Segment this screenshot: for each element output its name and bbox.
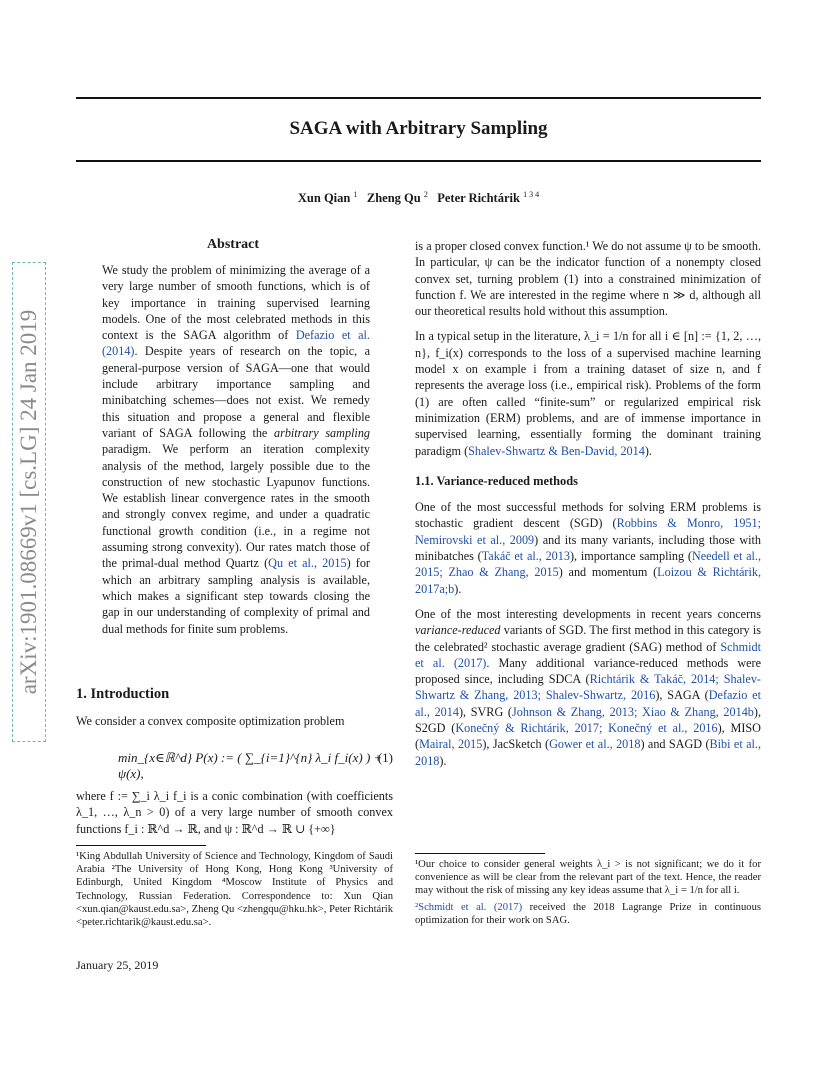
paragraph xyxy=(415,606,761,769)
author-name: Zheng Qu xyxy=(366,191,421,206)
citation-link[interactable]: Richtárik & Takáč, 2014; Shalev-Shwartz & Zhang, 2013; Shalev-Shwartz, 2016 xyxy=(415,672,761,703)
text-run: ), importance sampling ( xyxy=(569,549,692,564)
abstract-body xyxy=(102,262,370,637)
text-run: One of the most successful methods for solving ERM problems is stochastic gradient descent (SGD) ( xyxy=(415,500,761,531)
text-run: ), MISO ( xyxy=(415,721,761,752)
equation-number: (1) xyxy=(377,750,393,765)
date: January 25, 2019 xyxy=(76,958,159,972)
paragraph xyxy=(415,499,761,597)
text-run: We study the problem of minimizing the average of a very large number of smooth functions, which is of key importance in training supervised learning models. One of the most celebrated methods in this context is the SAGA algorithm of xyxy=(102,263,370,343)
footnote-text: ¹Our choice to consider general weights λ_i > is not significant; we do it for convenience as will be clear from the relevant part of the text. Hence, the reader may without the risk of missing any key ideas assume that λ_i = 1/n for all i. xyxy=(415,859,761,897)
citation-link[interactable]: Schmidt et al. (2017) xyxy=(415,639,761,670)
citation-link[interactable]: Needell et al., 2015; Zhao & Zhang, 2015 xyxy=(415,549,761,580)
text-run: ). xyxy=(644,443,652,458)
citation-link[interactable]: Bibi et al., 2018 xyxy=(415,737,762,768)
text-run: ), JacSketch ( xyxy=(482,737,550,752)
abstract-text xyxy=(102,262,370,637)
abstract-heading: Abstract xyxy=(206,237,260,252)
citation-link[interactable]: Johnson & Zhang, 2013; Xiao & Zhang, 2014b xyxy=(511,704,754,719)
right-column xyxy=(415,238,761,778)
text-run: . Many additional variance-reduced methods were proposed since, including SDCA ( xyxy=(415,655,761,687)
text-run: ) and its many variants, including those with minibatches ( xyxy=(415,532,761,564)
right-footnotes xyxy=(415,858,761,930)
affiliation-footnote xyxy=(76,850,393,932)
text-run: ) and SAGD ( xyxy=(640,737,710,752)
author-affiliation: 1 xyxy=(353,190,358,199)
footnote-rule xyxy=(76,845,206,846)
text-run: received the 2018 Lagrange Prize in continuous optimization for their work on SAG. xyxy=(415,901,761,926)
citation-link[interactable]: Takáč et al., 2013 xyxy=(481,549,570,564)
paragraph: is a proper closed convex function.¹ We do not assume ψ to be smooth. In particular, ψ can be the indicator function of a nonempty closed convex set, turning problem (1) into a constrained minimization of function f. We are interested in the regime where n ≫ d, although all our theoretical results hold without this assumption. xyxy=(415,239,761,319)
citation-link[interactable]: Konečný & Richtárik, 2017; Konečný et al., 2016 xyxy=(455,721,718,736)
title-rule xyxy=(76,160,761,162)
text-run: In a typical setup in the literature, λ_i = 1/n for all i ∈ [n] := {1, 2, …, n}, f_i(x) corresponds to the loss of a supervised machine learning model x on example i from a training dataset of size n, and f represents the average loss (i.e., empirical risk). Problems of the form (1) are often called “finite-sum” or regularized empirical risk minimization (ERM) problems, and are of immense importance in supervised learning, essentially forming the dominant training paradigm ( xyxy=(415,329,761,458)
text-run: ) for which an arbitrary sampling analysis is available, which makes a significant step towards closing the gap in our understanding of complexity of primal and dual methods for finite sum problems. xyxy=(102,556,370,636)
top-rule xyxy=(76,97,761,99)
emphasis: variance-reduced xyxy=(415,623,501,638)
text-run: One of the most interesting developments in recent years concerns xyxy=(415,606,761,621)
text-run: ), SVRG ( xyxy=(458,704,512,719)
text-run: ). xyxy=(439,753,447,768)
text-run: ), S2GD ( xyxy=(415,704,762,736)
text-run: paradigm. We perform an iteration complexity analysis of the method, largely possible due to the construction of new stochastic Lyapunov functions. We establish linear convergence rates in the smooth and strongly convex regime, and under a quadratic functional growth condition (i.e., in a regime not assuming strong convexity). Our rates match those of the primal-dual method Quartz ( xyxy=(102,442,370,571)
text-run: ). xyxy=(454,581,462,596)
citation-link[interactable]: Shalev-Shwartz & Ben-David, 2014 xyxy=(468,443,645,458)
footnote-text xyxy=(415,901,761,927)
paragraph xyxy=(415,328,761,458)
author-affiliation: 2 xyxy=(423,190,428,199)
citation-link[interactable]: Robbins & Monro, 1951; Nemirovski et al., 2009 xyxy=(415,516,762,547)
arxiv-identifier: arXiv:1901.08669v1 [cs.LG] 24 Jan 2019 xyxy=(16,309,41,695)
citation-link[interactable]: ²Schmidt et al. (2017) xyxy=(415,901,523,913)
intro-paragraph xyxy=(76,713,393,738)
author-affiliation: 1 3 4 xyxy=(523,190,540,199)
citation-link[interactable]: Mairal, 2015 xyxy=(419,737,483,752)
citation-link[interactable]: Defazio et al., 2014 xyxy=(415,688,761,719)
text-run: variants of SGD. The first method in this category is the celebrated² stochastic average gradient (SAG) method of xyxy=(415,623,761,654)
paragraph: where f := ∑_i λ_i f_i is a conic combination (with coefficients λ_1, …, λ_n > 0) of a very large number of smooth convex functions f_i : ℝ^d → ℝ, and ψ : ℝ^d → ℝ ∪ {+∞} xyxy=(76,789,393,836)
text-run: ), SAGA ( xyxy=(655,688,709,703)
paragraph: We consider a convex composite optimization problem xyxy=(76,714,345,728)
intro-paragraph-2 xyxy=(76,788,393,846)
equation-1 xyxy=(76,742,393,782)
emphasis: arbitrary sampling xyxy=(273,425,371,440)
text-run: . Despite years of research on the topic, a general-purpose version of SAGA—one that would include arbitrary importance sampling and minibatching schemes—does not exist. We remedy this situation and propose a general and flexible variant of SAGA following the xyxy=(102,344,370,440)
footnote-rule xyxy=(415,853,545,854)
paper-title: SAGA with Arbitrary Sampling xyxy=(289,118,548,139)
section-heading-introduction: 1. Introduction xyxy=(76,686,170,702)
author-name: Xun Qian xyxy=(297,191,351,206)
citation-link[interactable]: Gower et al., 2018 xyxy=(549,737,641,752)
citation-link[interactable]: Loizou & Richtárik, 2017a;b xyxy=(415,565,762,596)
citation-link[interactable]: Qu et al., 2015 xyxy=(268,556,347,571)
text-run: ) and momentum ( xyxy=(558,565,658,580)
arxiv-sidebar xyxy=(12,262,46,742)
equation-expression: min_{x∈ℝ^d} P(x) := ( ∑_{i=1}^{n} λ_i f_i(x) ) + ψ(x), xyxy=(118,750,383,781)
author-list xyxy=(76,190,761,206)
footnote-text: ¹King Abdullah University of Science and Technology, Kingdom of Saudi Arabia ²The University of Hong Kong, Hong Kong ³University of Edinburgh, United Kingdom ⁴Moscow Institute of Physics and Technology, Russian Federation. Correspondence to: Xun Qian <xun.qian@kaust.edu.sa>, Zheng Qu <zhengqu@hku.hk>, Peter Richtárik <peter.richtarik@kaust.edu.sa>. xyxy=(76,851,393,929)
author-name: Peter Richtárik xyxy=(437,191,520,206)
citation-link[interactable]: Defazio et al. (2014) xyxy=(102,328,370,359)
subsection-heading: 1.1. Variance-reduced methods xyxy=(415,473,578,488)
